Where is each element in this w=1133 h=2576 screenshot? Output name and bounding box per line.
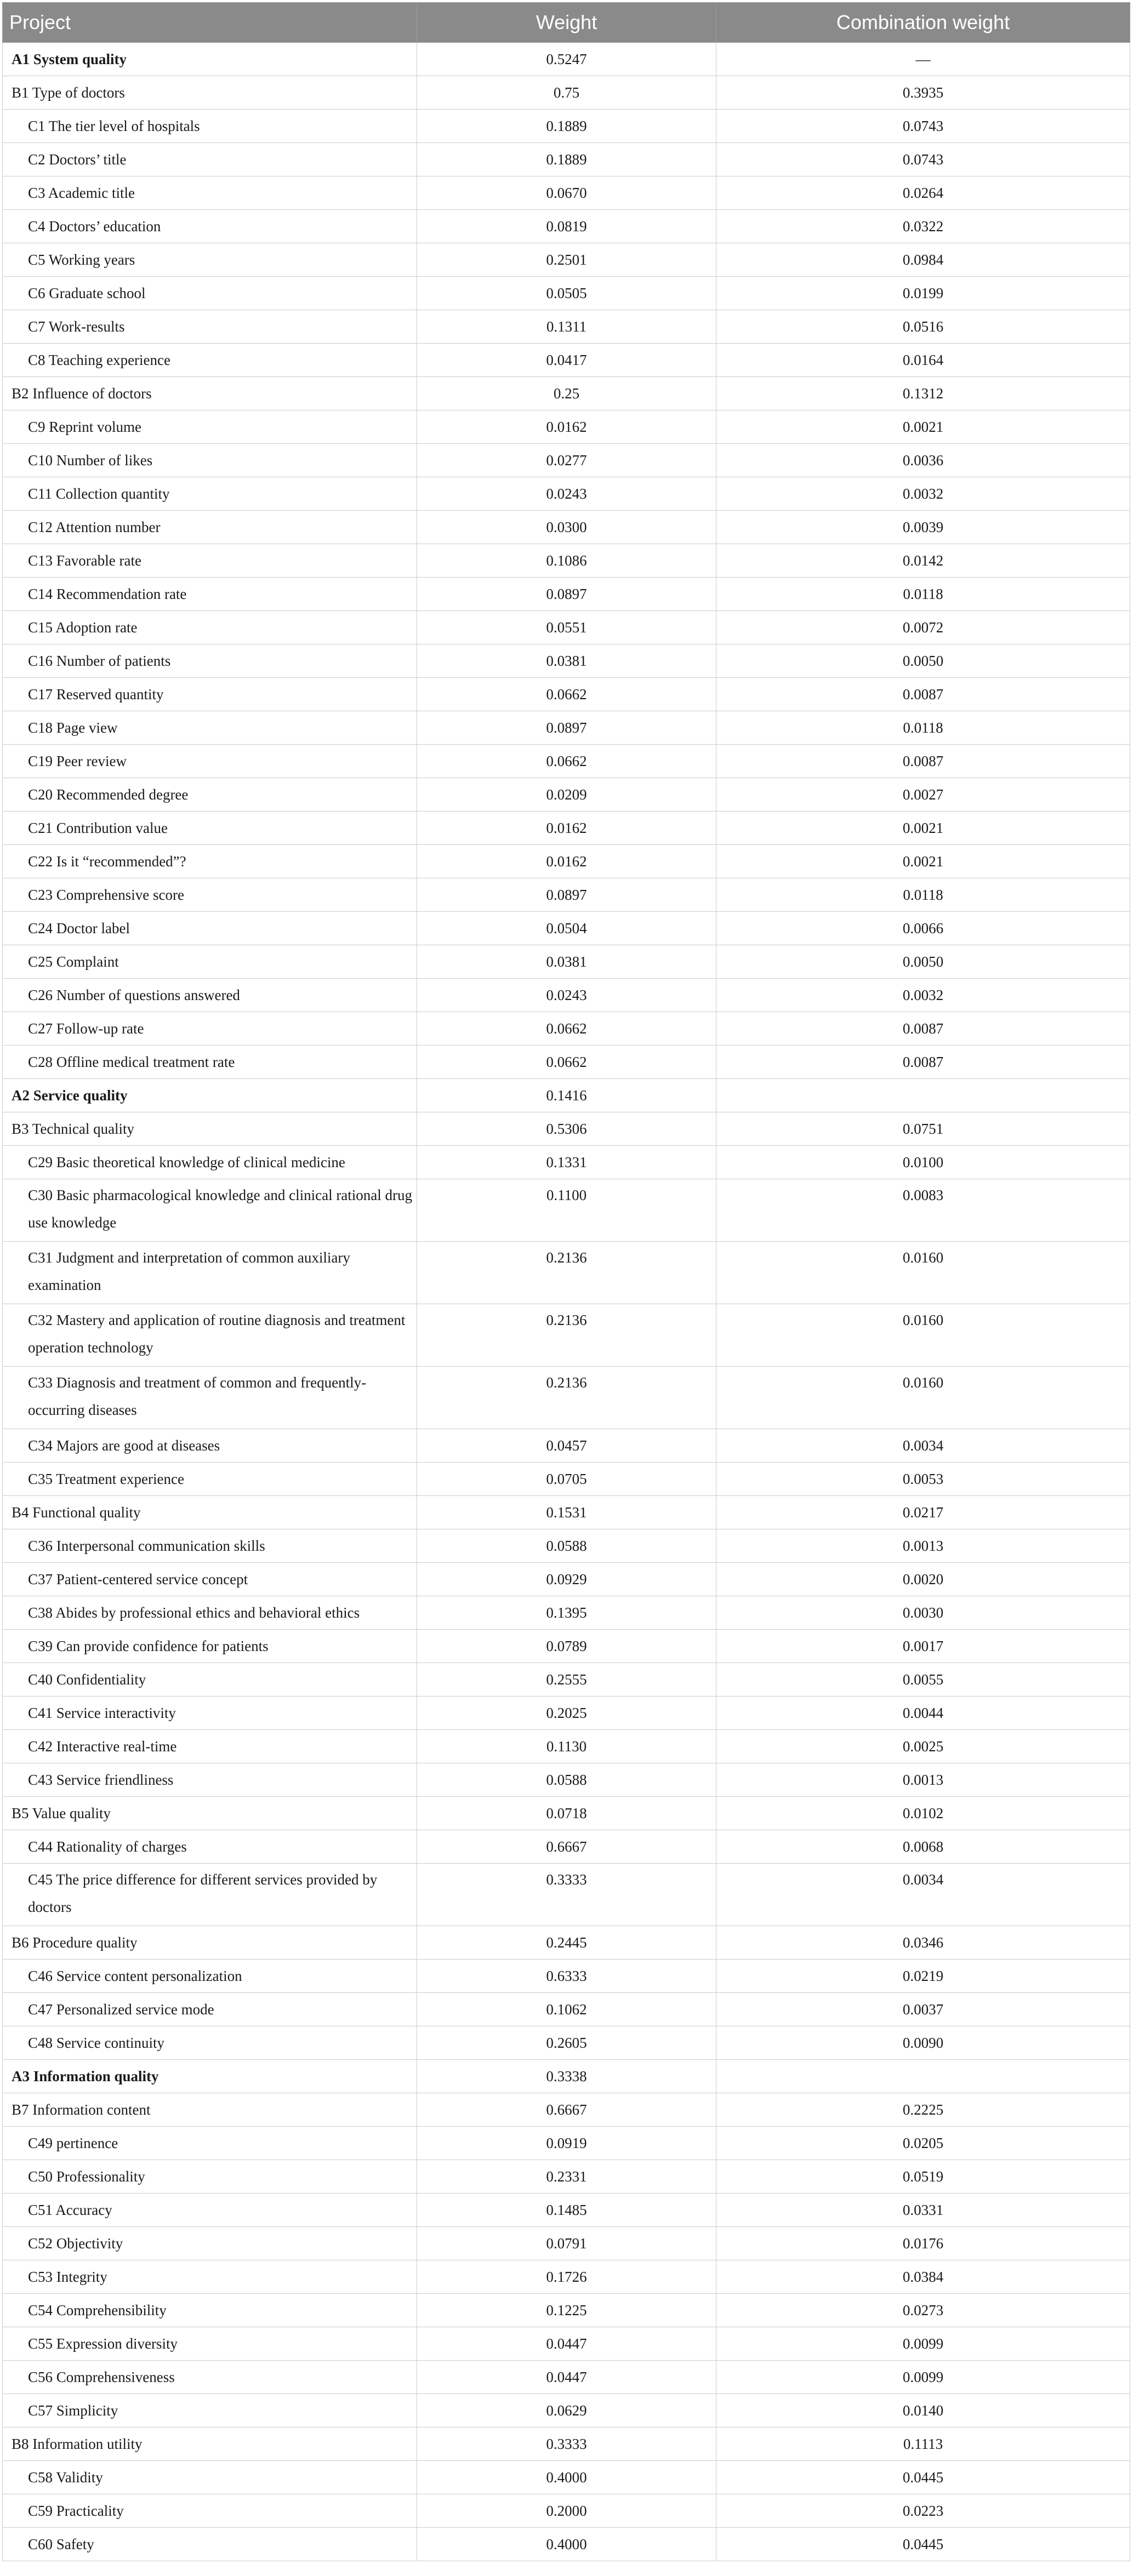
combination-weight-cell: 0.0027 — [716, 778, 1130, 812]
project-cell: B4 Functional quality — [3, 1496, 417, 1529]
table-row — [3, 1864, 1130, 1926]
combination-weight-cell: 0.0034 — [716, 1864, 1130, 1926]
table-row — [3, 1046, 1130, 1079]
weight-cell: 0.2605 — [417, 2026, 716, 2060]
combination-weight-cell: 0.0021 — [716, 845, 1130, 878]
table-row — [3, 845, 1130, 878]
project-cell: C60 Safety — [3, 2528, 417, 2561]
project-cell: C56 Comprehensiveness — [3, 2361, 417, 2394]
combination-weight-cell: 0.0083 — [716, 1179, 1130, 1242]
weight-cell: 0.3333 — [417, 2428, 716, 2461]
weight-cell: 0.2136 — [417, 1367, 716, 1429]
table-row — [3, 1112, 1130, 1146]
table-row — [3, 2528, 1130, 2561]
table-header — [3, 3, 1130, 43]
project-cell: C41 Service interactivity — [3, 1697, 417, 1730]
table-row — [3, 2294, 1130, 2327]
combination-weight-cell: 0.0331 — [716, 2194, 1130, 2227]
table-row — [3, 1079, 1130, 1112]
combination-weight-cell: 0.0751 — [716, 1112, 1130, 1146]
project-cell: B3 Technical quality — [3, 1112, 417, 1146]
project-cell: C30 Basic pharmacological knowledge and clinical rational drug use knowledge — [3, 1179, 417, 1242]
combination-weight-cell: 0.0160 — [716, 1304, 1130, 1367]
table-row — [3, 1179, 1130, 1242]
weight-cell: 0.1331 — [417, 1146, 716, 1179]
weight-cell: 0.6667 — [417, 1830, 716, 1864]
project-cell: C8 Teaching experience — [3, 344, 417, 377]
project-cell: B7 Information content — [3, 2093, 417, 2127]
combination-weight-cell: 0.0013 — [716, 1763, 1130, 1797]
combination-weight-cell: 0.0164 — [716, 344, 1130, 377]
weight-cell: 0.2331 — [417, 2160, 716, 2194]
table-row — [3, 1304, 1130, 1367]
weight-cell: 0.0551 — [417, 611, 716, 644]
weight-cell: 0.0243 — [417, 477, 716, 511]
weight-cell: 0.2445 — [417, 1926, 716, 1960]
project-cell: C52 Objectivity — [3, 2227, 417, 2260]
table-row — [3, 2060, 1130, 2093]
project-cell: C59 Practicality — [3, 2494, 417, 2528]
table-row — [3, 644, 1130, 678]
table-row — [3, 544, 1130, 578]
combination-weight-cell: 0.0322 — [716, 210, 1130, 243]
weight-cell: 0.1889 — [417, 143, 716, 176]
project-cell: C44 Rationality of charges — [3, 1830, 417, 1864]
weight-cell: 0.1889 — [417, 110, 716, 143]
project-cell: C3 Academic title — [3, 176, 417, 210]
project-cell: A1 System quality — [3, 43, 417, 76]
combination-weight-cell: 0.0118 — [716, 578, 1130, 611]
weight-cell: 0.2136 — [417, 1304, 716, 1367]
weight-cell: 0.0588 — [417, 1763, 716, 1797]
project-cell: C7 Work-results — [3, 310, 417, 344]
combination-weight-cell: 0.0087 — [716, 678, 1130, 711]
combination-weight-cell: 0.1312 — [716, 377, 1130, 410]
combination-weight-cell: 0.0044 — [716, 1697, 1130, 1730]
weight-cell: 0.0929 — [417, 1563, 716, 1596]
project-cell: C55 Expression diversity — [3, 2327, 417, 2361]
combination-weight-cell: 0.0102 — [716, 1797, 1130, 1830]
project-cell: C26 Number of questions answered — [3, 979, 417, 1012]
combination-weight-cell: 0.0025 — [716, 1730, 1130, 1763]
project-cell: C1 The tier level of hospitals — [3, 110, 417, 143]
weight-cell: 0.75 — [417, 76, 716, 110]
weight-cell: 0.0162 — [417, 812, 716, 845]
combination-weight-cell: 0.0030 — [716, 1596, 1130, 1630]
table-row — [3, 1496, 1130, 1529]
project-cell: C38 Abides by professional ethics and behavioral ethics — [3, 1596, 417, 1630]
project-cell: A3 Information quality — [3, 2060, 417, 2093]
project-cell: C49 pertinence — [3, 2127, 417, 2160]
combination-weight-cell: 0.0384 — [716, 2260, 1130, 2294]
weight-cell: 0.0162 — [417, 410, 716, 444]
weight-cell: 0.4000 — [417, 2528, 716, 2561]
weight-cell: 0.2555 — [417, 1663, 716, 1697]
weight-cell: 0.2000 — [417, 2494, 716, 2528]
combination-weight-cell: 0.0346 — [716, 1926, 1130, 1960]
combination-weight-cell: 0.0273 — [716, 2294, 1130, 2327]
project-cell: C15 Adoption rate — [3, 611, 417, 644]
combination-weight-cell: 0.0021 — [716, 812, 1130, 845]
table-row — [3, 2026, 1130, 2060]
table-row — [3, 43, 1130, 76]
table-row — [3, 110, 1130, 143]
table-row — [3, 1993, 1130, 2026]
table-row — [3, 377, 1130, 410]
weight-cell: 0.0897 — [417, 711, 716, 745]
project-cell: C22 Is it “recommended”? — [3, 845, 417, 878]
project-cell: C48 Service continuity — [3, 2026, 417, 2060]
weight-cell: 0.0457 — [417, 1429, 716, 1463]
weight-cell: 0.1395 — [417, 1596, 716, 1630]
project-cell: C21 Contribution value — [3, 812, 417, 845]
table-row — [3, 1960, 1130, 1993]
weight-cell: 0.0919 — [417, 2127, 716, 2160]
weight-cell: 0.5306 — [417, 1112, 716, 1146]
weight-cell: 0.1311 — [417, 310, 716, 344]
project-cell: C9 Reprint volume — [3, 410, 417, 444]
table-row — [3, 912, 1130, 945]
table-row — [3, 711, 1130, 745]
combination-weight-cell: 0.0021 — [716, 410, 1130, 444]
project-cell: A2 Service quality — [3, 1079, 417, 1112]
table-row — [3, 176, 1130, 210]
combination-weight-cell: 0.0017 — [716, 1630, 1130, 1663]
weight-cell: 0.0588 — [417, 1529, 716, 1563]
weight-cell: 0.6333 — [417, 1960, 716, 1993]
table-row — [3, 410, 1130, 444]
weight-cell: 0.1225 — [417, 2294, 716, 2327]
project-cell: C29 Basic theoretical knowledge of clinical medicine — [3, 1146, 417, 1179]
weight-cell: 0.0789 — [417, 1630, 716, 1663]
table-row — [3, 1830, 1130, 1864]
table-row — [3, 310, 1130, 344]
project-cell: B8 Information utility — [3, 2428, 417, 2461]
weight-cell: 0.6667 — [417, 2093, 716, 2127]
combination-weight-cell: 0.0034 — [716, 1429, 1130, 1463]
project-cell: C46 Service content personalization — [3, 1960, 417, 1993]
table-row — [3, 1146, 1130, 1179]
table-row — [3, 1429, 1130, 1463]
table-row — [3, 979, 1130, 1012]
combination-weight-cell: 0.0050 — [716, 644, 1130, 678]
weight-cell: 0.0718 — [417, 1797, 716, 1830]
project-cell: C25 Complaint — [3, 945, 417, 979]
table-row — [3, 2494, 1130, 2528]
combination-weight-cell: 0.0032 — [716, 979, 1130, 1012]
combination-weight-cell: 0.0223 — [716, 2494, 1130, 2528]
weight-cell: 0.0819 — [417, 210, 716, 243]
combination-weight-cell: — — [716, 43, 1130, 76]
combination-weight-cell: 0.0037 — [716, 1993, 1130, 2026]
project-cell: B2 Influence of doctors — [3, 377, 417, 410]
project-cell: C16 Number of patients — [3, 644, 417, 678]
table-row — [3, 611, 1130, 644]
weight-cell: 0.0791 — [417, 2227, 716, 2260]
weight-cell: 0.2501 — [417, 243, 716, 277]
project-cell: C6 Graduate school — [3, 277, 417, 310]
weight-cell: 0.1130 — [417, 1730, 716, 1763]
combination-weight-cell: 0.0118 — [716, 711, 1130, 745]
combination-weight-cell — [716, 2060, 1130, 2093]
header-project: Project — [3, 3, 417, 43]
table-row — [3, 1563, 1130, 1596]
combination-weight-cell: 0.0090 — [716, 2026, 1130, 2060]
project-cell: C47 Personalized service mode — [3, 1993, 417, 2026]
weight-cell: 0.0381 — [417, 945, 716, 979]
header-weight: Weight — [417, 3, 716, 43]
project-cell: C39 Can provide confidence for patients — [3, 1630, 417, 1663]
table-row — [3, 1730, 1130, 1763]
weight-cell: 0.5247 — [417, 43, 716, 76]
project-cell: C20 Recommended degree — [3, 778, 417, 812]
table-row — [3, 778, 1130, 812]
table-row — [3, 678, 1130, 711]
weight-cell: 0.0381 — [417, 644, 716, 678]
weight-cell: 0.0662 — [417, 745, 716, 778]
combination-weight-cell: 0.0199 — [716, 277, 1130, 310]
table-row — [3, 2461, 1130, 2494]
combination-weight-cell: 0.0099 — [716, 2327, 1130, 2361]
weight-cell: 0.0662 — [417, 678, 716, 711]
table-row — [3, 1630, 1130, 1663]
project-cell: C17 Reserved quantity — [3, 678, 417, 711]
table-row — [3, 1926, 1130, 1960]
project-cell: C2 Doctors’ title — [3, 143, 417, 176]
weight-cell: 0.1062 — [417, 1993, 716, 2026]
table-row — [3, 812, 1130, 845]
combination-weight-cell: 0.0140 — [716, 2394, 1130, 2428]
table-row — [3, 1763, 1130, 1797]
header-row — [3, 3, 1130, 43]
project-cell: C40 Confidentiality — [3, 1663, 417, 1697]
table-row — [3, 1596, 1130, 1630]
weight-cell: 0.3333 — [417, 1864, 716, 1926]
table-row — [3, 2361, 1130, 2394]
combination-weight-cell: 0.0087 — [716, 1012, 1130, 1046]
project-cell: C32 Mastery and application of routine diagnosis and treatment operation technology — [3, 1304, 417, 1367]
table-row — [3, 2093, 1130, 2127]
table-row — [3, 2194, 1130, 2227]
combination-weight-cell: 0.0118 — [716, 878, 1130, 912]
weight-cell: 0.0504 — [417, 912, 716, 945]
table-row — [3, 878, 1130, 912]
weight-cell: 0.1086 — [417, 544, 716, 578]
combination-weight-cell: 0.0264 — [716, 176, 1130, 210]
combination-weight-cell: 0.0217 — [716, 1496, 1130, 1529]
weight-cell: 0.0897 — [417, 578, 716, 611]
weight-cell: 0.0662 — [417, 1046, 716, 1079]
project-cell: C50 Professionality — [3, 2160, 417, 2194]
weight-cell: 0.3338 — [417, 2060, 716, 2093]
project-cell: C28 Offline medical treatment rate — [3, 1046, 417, 1079]
table-row — [3, 1367, 1130, 1429]
table-row — [3, 2260, 1130, 2294]
project-cell: C13 Favorable rate — [3, 544, 417, 578]
project-cell: C14 Recommendation rate — [3, 578, 417, 611]
project-cell: C43 Service friendliness — [3, 1763, 417, 1797]
project-cell: C31 Judgment and interpretation of common auxiliary examination — [3, 1242, 417, 1304]
table-row — [3, 277, 1130, 310]
project-cell: C19 Peer review — [3, 745, 417, 778]
combination-weight-cell: 0.0087 — [716, 745, 1130, 778]
table-row — [3, 2428, 1130, 2461]
project-cell: C10 Number of likes — [3, 444, 417, 477]
weight-cell: 0.0705 — [417, 1463, 716, 1496]
project-cell: C4 Doctors’ education — [3, 210, 417, 243]
combination-weight-cell: 0.0743 — [716, 143, 1130, 176]
combination-weight-cell: 0.0072 — [716, 611, 1130, 644]
table-row — [3, 2394, 1130, 2428]
combination-weight-cell: 0.0053 — [716, 1463, 1130, 1496]
combination-weight-cell: 0.0445 — [716, 2461, 1130, 2494]
project-cell: B1 Type of doctors — [3, 76, 417, 110]
table-row — [3, 1663, 1130, 1697]
table-row — [3, 2227, 1130, 2260]
table-row — [3, 1797, 1130, 1830]
table-row — [3, 578, 1130, 611]
table-row — [3, 143, 1130, 176]
weight-cell: 0.1726 — [417, 2260, 716, 2294]
project-cell: C23 Comprehensive score — [3, 878, 417, 912]
combination-weight-cell: 0.0036 — [716, 444, 1130, 477]
combination-weight-cell: 0.0516 — [716, 310, 1130, 344]
combination-weight-cell: 0.1113 — [716, 2428, 1130, 2461]
combination-weight-cell: 0.0100 — [716, 1146, 1130, 1179]
table-row — [3, 2160, 1130, 2194]
project-cell: C58 Validity — [3, 2461, 417, 2494]
project-cell: C27 Follow-up rate — [3, 1012, 417, 1046]
weight-cell: 0.1100 — [417, 1179, 716, 1242]
combination-weight-cell: 0.0068 — [716, 1830, 1130, 1864]
project-cell: C12 Attention number — [3, 511, 417, 544]
weight-cell: 0.0162 — [417, 845, 716, 878]
combination-weight-cell: 0.0039 — [716, 511, 1130, 544]
project-cell: C33 Diagnosis and treatment of common and frequently-occurring diseases — [3, 1367, 417, 1429]
weight-cell: 0.2136 — [417, 1242, 716, 1304]
combination-weight-cell: 0.0984 — [716, 243, 1130, 277]
weight-cell: 0.0447 — [417, 2327, 716, 2361]
project-cell: B5 Value quality — [3, 1797, 417, 1830]
combination-weight-cell: 0.0013 — [716, 1529, 1130, 1563]
table-row — [3, 477, 1130, 511]
project-cell: C51 Accuracy — [3, 2194, 417, 2227]
combination-weight-cell: 0.2225 — [716, 2093, 1130, 2127]
combination-weight-cell: 0.0160 — [716, 1242, 1130, 1304]
weight-cell: 0.0417 — [417, 344, 716, 377]
combination-weight-cell: 0.0050 — [716, 945, 1130, 979]
combination-weight-cell: 0.0055 — [716, 1663, 1130, 1697]
weight-cell: 0.0897 — [417, 878, 716, 912]
weight-cell: 0.0670 — [417, 176, 716, 210]
project-cell: C5 Working years — [3, 243, 417, 277]
weights-table-container — [2, 2, 1130, 2561]
combination-weight-cell: 0.0032 — [716, 477, 1130, 511]
combination-weight-cell: 0.0743 — [716, 110, 1130, 143]
table-row — [3, 745, 1130, 778]
table-row — [3, 210, 1130, 243]
combination-weight-cell: 0.0160 — [716, 1367, 1130, 1429]
project-cell: C36 Interpersonal communication skills — [3, 1529, 417, 1563]
combination-weight-cell: 0.0205 — [716, 2127, 1130, 2160]
table-row — [3, 1529, 1130, 1563]
weight-cell: 0.0447 — [417, 2361, 716, 2394]
table-row — [3, 444, 1130, 477]
weight-cell: 0.0243 — [417, 979, 716, 1012]
weight-cell: 0.0662 — [417, 1012, 716, 1046]
combination-weight-cell: 0.0142 — [716, 544, 1130, 578]
combination-weight-cell: 0.0176 — [716, 2227, 1130, 2260]
project-cell: C54 Comprehensibility — [3, 2294, 417, 2327]
weight-cell: 0.2025 — [417, 1697, 716, 1730]
table-row — [3, 511, 1130, 544]
weight-cell: 0.0629 — [417, 2394, 716, 2428]
weight-cell: 0.25 — [417, 377, 716, 410]
project-cell: C42 Interactive real-time — [3, 1730, 417, 1763]
combination-weight-cell: 0.3935 — [716, 76, 1130, 110]
table-row — [3, 243, 1130, 277]
project-cell: C53 Integrity — [3, 2260, 417, 2294]
weights-table — [2, 2, 1130, 2561]
table-row — [3, 344, 1130, 377]
combination-weight-cell: 0.0219 — [716, 1960, 1130, 1993]
table-row — [3, 1697, 1130, 1730]
table-row — [3, 2127, 1130, 2160]
project-cell: C37 Patient-centered service concept — [3, 1563, 417, 1596]
weight-cell: 0.1531 — [417, 1496, 716, 1529]
project-cell: B6 Procedure quality — [3, 1926, 417, 1960]
combination-weight-cell: 0.0099 — [716, 2361, 1130, 2394]
project-cell: C57 Simplicity — [3, 2394, 417, 2428]
table-row — [3, 1463, 1130, 1496]
combination-weight-cell: 0.0519 — [716, 2160, 1130, 2194]
combination-weight-cell — [716, 1079, 1130, 1112]
table-body — [3, 43, 1130, 2561]
table-row — [3, 76, 1130, 110]
table-row — [3, 1242, 1130, 1304]
table-row — [3, 2327, 1130, 2361]
weight-cell: 0.0277 — [417, 444, 716, 477]
project-cell: C18 Page view — [3, 711, 417, 745]
header-combination-weight: Combination weight — [716, 3, 1130, 43]
combination-weight-cell: 0.0066 — [716, 912, 1130, 945]
table-row — [3, 945, 1130, 979]
weight-cell: 0.4000 — [417, 2461, 716, 2494]
project-cell: C11 Collection quantity — [3, 477, 417, 511]
project-cell: C35 Treatment experience — [3, 1463, 417, 1496]
combination-weight-cell: 0.0445 — [716, 2528, 1130, 2561]
weight-cell: 0.1485 — [417, 2194, 716, 2227]
weight-cell: 0.0505 — [417, 277, 716, 310]
weight-cell: 0.0300 — [417, 511, 716, 544]
combination-weight-cell: 0.0087 — [716, 1046, 1130, 1079]
project-cell: C24 Doctor label — [3, 912, 417, 945]
combination-weight-cell: 0.0020 — [716, 1563, 1130, 1596]
project-cell: C34 Majors are good at diseases — [3, 1429, 417, 1463]
table-row — [3, 1012, 1130, 1046]
weight-cell: 0.1416 — [417, 1079, 716, 1112]
project-cell: C45 The price difference for different services provided by doctors — [3, 1864, 417, 1926]
weight-cell: 0.0209 — [417, 778, 716, 812]
